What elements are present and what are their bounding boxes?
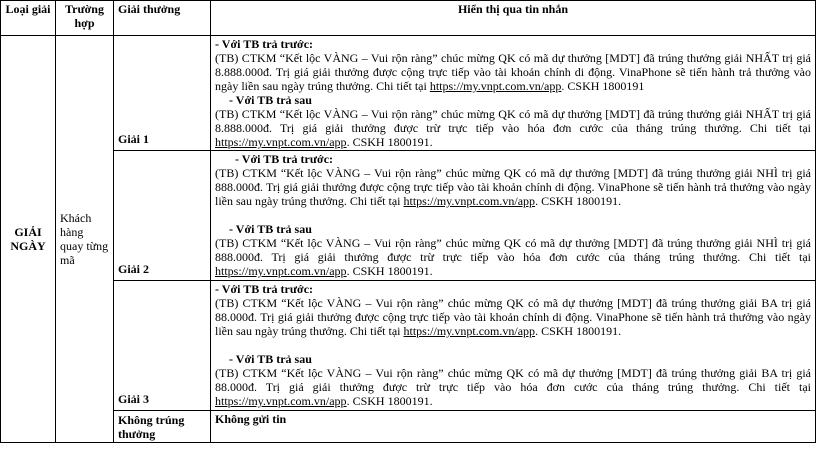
- header-row: [1, 1, 816, 36]
- header-message-display: Hiển thị qua tin nhắn: [211, 1, 816, 36]
- no-message-cell: Không gửi tin: [211, 411, 816, 443]
- message-cell: [211, 281, 816, 411]
- postpaid-message: (TB) CTKM “Kết lộc VÀNG – Vui rộn ràng” chúc mừng QK có mã dự thưởng [MDT] đã trúng thưởng giải NHÌ trị giá 888.000đ. Trị giá giải thưởng được trừ trực tiếp vào hóa đơn cước của tháng trúng thưởng. Chi tiết tại https://my.vnpt.com.vn/app. CSKH 1800191.: [215, 236, 811, 278]
- prepaid-label: - Với TB trả trước:: [215, 37, 314, 51]
- table-row: [1, 151, 816, 281]
- table-row: [1, 411, 816, 443]
- prize-name-cell: Giải 2: [114, 151, 211, 281]
- prize-name-cell: Không trúng thưởng: [114, 411, 211, 443]
- prepaid-label: - Với TB trả trước:: [215, 282, 314, 296]
- prepaid-message: (TB) CTKM “Kết lộc VÀNG – Vui rộn ràng” chúc mừng QK có mã dự thưởng [MDT] đã trúng thưởng giải BA trị giá 88.000đ. Trị giá giải thưởng được cộng trực tiếp vào tài khoản chính di động. VinaPhone sẽ tiến hành trả thưởng vào ngày liền sau ngày trúng thưởng. Chi tiết tại https://my.vnpt.com.vn/app. CSKH 1800191.: [215, 296, 811, 338]
- prepaid-message: (TB) CTKM “Kết lộc VÀNG – Vui rộn ràng” chúc mừng QK có mã dự thưởng [MDT] đã trúng thưởng giải NHẤT trị giá 8.888.000đ. Trị giá giải thưởng được cộng trực tiếp vào tài khoản chính di động. VinaPhone sẽ tiến hành trả thưởng vào ngày liền sau ngày trúng thưởng. Chi tiết tại https://my.vnpt.com.vn/app. CSKH 1800191: [215, 51, 811, 93]
- prize-name-cell: Giải 1: [114, 36, 211, 151]
- detail-link[interactable]: https://my.vnpt.com.vn/app: [403, 194, 536, 208]
- prepaid-label: - Với TB trả trước:: [235, 152, 334, 166]
- message-cell: [211, 36, 816, 151]
- message-cell: [211, 151, 816, 281]
- detail-link[interactable]: https://my.vnpt.com.vn/app: [429, 79, 562, 93]
- postpaid-label: - Với TB trả sau: [229, 222, 312, 236]
- case-cell: Khách hàng quay từng mã: [56, 36, 114, 443]
- detail-link[interactable]: https://my.vnpt.com.vn/app: [215, 264, 347, 278]
- spacer: [215, 338, 811, 352]
- prepaid-message: (TB) CTKM “Kết lộc VÀNG – Vui rộn ràng” chúc mừng QK có mã dự thưởng [MDT] đã trúng thưởng giải NHÌ trị giá 888.000đ. Trị giá giải thưởng được cộng trực tiếp vào tài khoản chính di động. VinaPhone sẽ tiến hành trả thưởng vào ngày liền sau ngày trúng thưởng. Chi tiết tại https://my.vnpt.com.vn/app. CSKH 1800191.: [215, 166, 811, 208]
- spacer: [215, 208, 811, 222]
- header-prize-type: Loại giải: [1, 1, 56, 36]
- prize-name-cell: Giải 3: [114, 281, 211, 411]
- table-row: [1, 281, 816, 411]
- header-case: Trường hợp: [56, 1, 114, 36]
- postpaid-message: (TB) CTKM “Kết lộc VÀNG – Vui rộn ràng” chúc mừng QK có mã dự thưởng [MDT] đã trúng thưởng giải NHẤT trị giá 8.888.000đ. Trị giá giải thưởng được trừ trực tiếp vào hóa đơn cước của tháng trúng thưởng. Chi tiết tại https://my.vnpt.com.vn/app. CSKH 1800191.: [215, 107, 811, 149]
- detail-link[interactable]: https://my.vnpt.com.vn/app: [403, 324, 536, 338]
- postpaid-message: (TB) CTKM “Kết lộc VÀNG – Vui rộn ràng” chúc mừng QK có mã dự thưởng [MDT] đã trúng thưởng giải BA trị giá 88.000đ. Trị giá giải thưởng được trừ trực tiếp vào hóa đơn cước của tháng trúng thưởng. Chi tiết tại https://my.vnpt.com.vn/app. CSKH 1800191.: [215, 366, 811, 408]
- prize-type-cell: GIẢI NGÀY: [1, 36, 56, 443]
- postpaid-label: - Với TB trả sau: [229, 352, 312, 366]
- detail-link[interactable]: https://my.vnpt.com.vn/app: [215, 135, 347, 149]
- postpaid-label: - Với TB trả sau: [229, 93, 312, 107]
- header-prize: Giải thưởng: [114, 1, 211, 36]
- table-row: [1, 36, 816, 151]
- detail-link[interactable]: https://my.vnpt.com.vn/app: [215, 394, 347, 408]
